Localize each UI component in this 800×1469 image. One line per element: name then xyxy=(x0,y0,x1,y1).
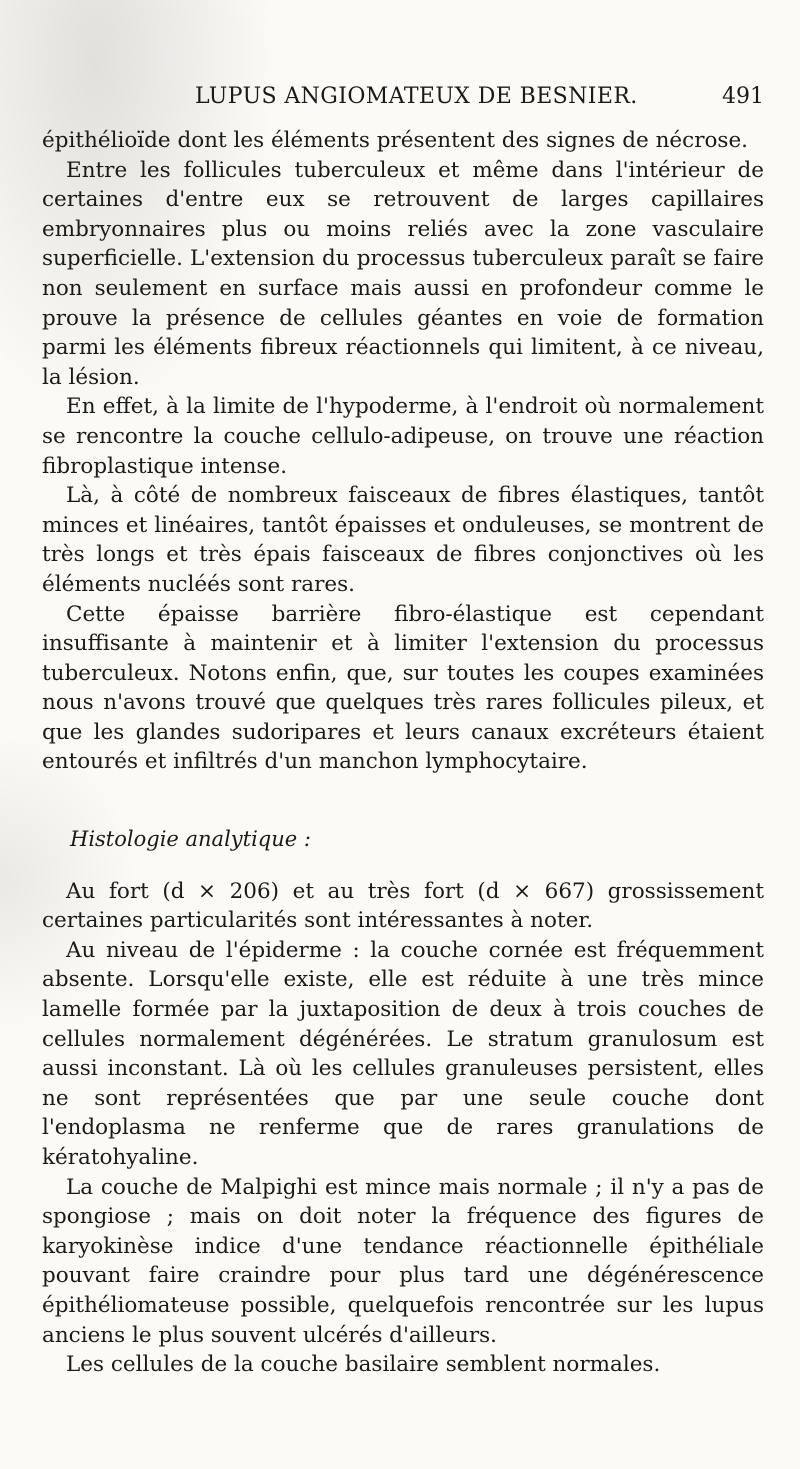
paragraph: Au fort (d × 206) et au très fort (d × 667) grossissement certaines particularités sont intéressantes à noter. xyxy=(42,878,764,934)
paragraph: Au niveau de l'épiderme : la couche cornée est fréquemment absente. Lorsqu'elle existe, elle est réduite à une très mince lamelle formée par la juxtaposition de deux à trois couches de cellules normalement dégénérées. Le stratum granulosum est aussi inconstant. Là où les cellules granuleuses persistent, elles ne sont représentées que par une seule couche dont l'endoplasma ne renferme que de rares granulations de kératohyaline. xyxy=(42,937,764,1170)
paragraph: Entre les follicules tuberculeux et même dans l'intérieur de certaines d'entre eux se retrouvent de larges capillaires embryonnaires plus ou moins reliés avec la zone vasculaire superficielle. L'extension du processus tuberculeux paraît se faire non seulement en surface mais aussi en profondeur comme le prouve la présence de cellules géantes en voie de formation parmi les éléments fibreux réactionnels qui limitent, à ce niveau, la lésion. xyxy=(42,157,764,390)
page-header xyxy=(40,84,770,120)
page-body xyxy=(42,126,764,1380)
running-title: LUPUS ANGIOMATEUX DE BESNIER. xyxy=(195,84,638,109)
paragraph: Là, à côté de nombreux faisceaux de fibres élastiques, tantôt minces et linéaires, tantôt épaisses et onduleuses, se montrent de très longs et très épais faisceaux de fibres conjonctives où les éléments nucléés sont rares. xyxy=(42,483,764,597)
page-number: 491 xyxy=(722,84,764,109)
section-heading: Histologie analytique : xyxy=(70,827,311,852)
paragraph: Cette épaisse barrière fibro-élastique est cependant insuffisante à maintenir et à limiter l'extension du processus tuberculeux. Notons enfin, que, sur toutes les coupes examinées nous n'avons trouvé que quelques très rares follicules pileux, et que les glandes sudoripares et leurs canaux excréteurs étaient entourés et infiltrés d'un manchon lymphocytaire. xyxy=(42,601,764,775)
paragraph: Les cellules de la couche basilaire semblent normales. xyxy=(66,1352,661,1378)
paragraph: La couche de Malpighi est mince mais normale ; il n'y a pas de spongiose ; mais on doit noter la fréquence des figures de karyokinèse indice d'une tendance réactionnelle épithéliale pouvant faire craindre pour plus tard une dégénérescence épithéliomateuse possible, quelquefois rencontrée sur les lupus anciens le plus souvent ulcérés d'ailleurs. xyxy=(42,1174,764,1348)
paragraph: épithélioïde dont les éléments présentent des signes de nécrose. xyxy=(42,128,749,153)
paragraph: En effet, à la limite de l'hypoderme, à l'endroit où normalement se rencontre la couche cellulo-adipeuse, on trouve une réaction fibroplastique intense. xyxy=(42,394,764,479)
